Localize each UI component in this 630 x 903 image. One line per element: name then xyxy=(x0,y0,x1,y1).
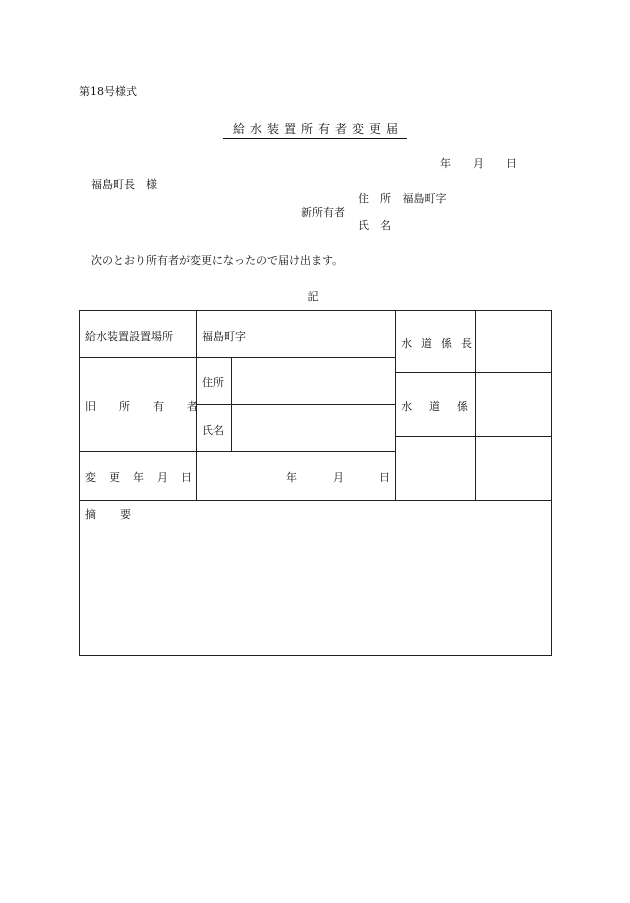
old-owner-label: 旧所有者 xyxy=(85,400,221,413)
table-divider xyxy=(79,357,395,358)
stamp-chief-label: 水道係長 xyxy=(401,337,481,350)
new-owner-address-label: 住 所 xyxy=(358,192,391,205)
new-owner-label: 新所有者 xyxy=(301,206,345,219)
submission-date xyxy=(440,155,539,171)
new-owner-name-label: 氏 名 xyxy=(358,219,391,232)
date-month-label: 月 xyxy=(473,157,484,170)
change-date-month: 月 xyxy=(333,471,344,484)
statement: 次のとおり所有者が変更になったので届け出ます。 xyxy=(91,254,344,267)
change-date-day: 日 xyxy=(379,471,390,484)
change-date-label: 変更年月日 xyxy=(85,471,205,484)
stamp-divider xyxy=(395,436,552,437)
remarks-label: 摘要 xyxy=(85,508,155,521)
location-label-text: 給水装置設置場所 xyxy=(85,330,173,343)
old-owner-address-label: 住所 xyxy=(202,376,224,389)
addressee: 福島町長 様 xyxy=(91,178,157,191)
change-date-year: 年 xyxy=(286,471,297,484)
location-label xyxy=(85,328,190,344)
stamp-divider xyxy=(395,372,552,373)
new-owner-address-value: 福島町字 xyxy=(402,192,447,205)
form-title: 給水装置所有者変更届 xyxy=(223,120,407,139)
old-owner-name-label: 氏名 xyxy=(202,424,224,437)
new-owner-address xyxy=(358,190,447,206)
form-number: 第18号様式 xyxy=(79,85,137,98)
table-divider xyxy=(79,451,395,452)
date-year-label: 年 xyxy=(440,157,451,170)
location-value[interactable]: 福島町字 xyxy=(202,330,246,343)
ki-heading: 記 xyxy=(307,290,319,303)
form-title-wrapper xyxy=(0,120,630,139)
table-divider xyxy=(196,404,395,405)
table-divider xyxy=(395,310,396,500)
stamp-staff-label: 水道係 xyxy=(401,400,485,413)
table-divider xyxy=(79,500,552,501)
table-divider xyxy=(231,357,232,451)
date-day-label: 日 xyxy=(506,157,517,170)
